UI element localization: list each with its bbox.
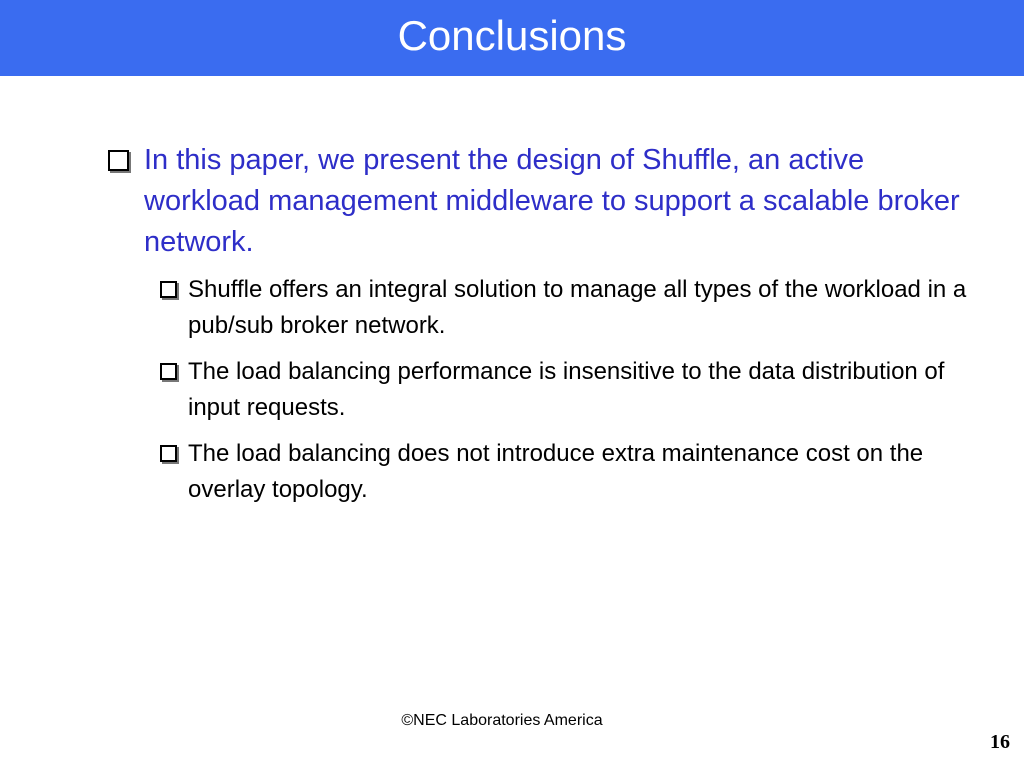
checkbox-square-icon — [108, 150, 129, 171]
sub-bullet-1 — [104, 272, 984, 344]
checkbox-square-icon — [160, 281, 177, 298]
main-bullet-text: In this paper, we present the design of Shuffle, an active workload management middleware to support a scalable broker network. — [144, 144, 960, 258]
sub-bullet-text: The load balancing does not introduce extra maintenance cost on the overlay topology. — [188, 440, 924, 503]
sub-bullet-2 — [104, 354, 984, 426]
title-bar — [0, 0, 1024, 76]
checkbox-square-icon — [160, 445, 177, 462]
footer-copyright: ©NEC Laboratories America — [401, 712, 603, 729]
checkbox-square-icon — [160, 363, 177, 380]
page-number: 16 — [990, 731, 1010, 753]
sub-bullet-text: Shuffle offers an integral solution to manage all types of the workload in a pub/sub broker network. — [188, 276, 967, 339]
main-bullet — [104, 140, 984, 263]
slide-title: Conclusions — [397, 12, 627, 59]
content-area — [104, 140, 984, 508]
sub-bullet-3 — [104, 436, 984, 508]
sub-bullet-text: The load balancing performance is insensitive to the data distribution of input requests. — [188, 358, 945, 421]
